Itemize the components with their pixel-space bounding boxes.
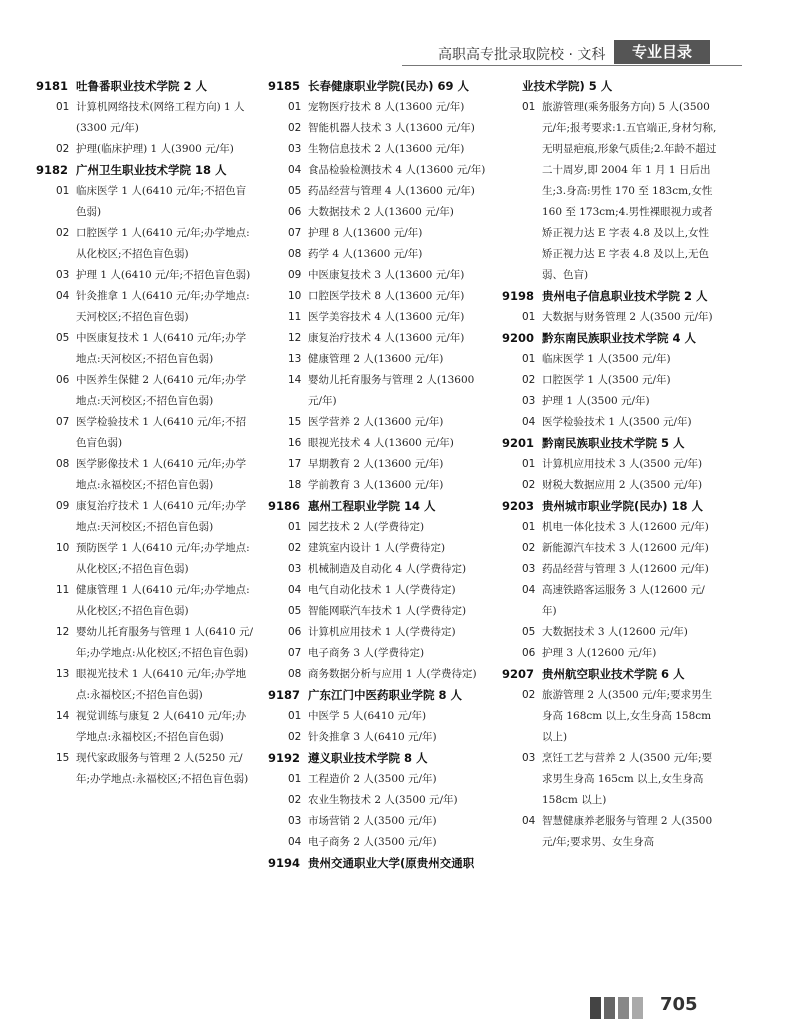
program-text: 健康管理 1 人(6410 元/年;办学地点:从化校区;不招色盲色弱): [76, 584, 250, 617]
institution-name: 贵州电子信息职业技术学院 2 人: [542, 289, 708, 303]
program-item: [502, 475, 726, 496]
institution-name: 广州卫生职业技术学院 18 人: [76, 163, 227, 177]
program-item: [268, 286, 496, 307]
program-item: [36, 454, 264, 496]
program-number: 10: [56, 542, 70, 554]
institution-name: 广东江门中医药职业学院 8 人: [308, 688, 463, 702]
program-item: [502, 748, 726, 811]
program-item: [502, 370, 726, 391]
institution-heading: [36, 160, 264, 181]
footer-bar: [590, 997, 601, 1019]
program-number: 03: [522, 752, 536, 764]
program-text: 医学影像技术 1 人(6410 元/年;办学地点:永福校区;不招色盲色弱): [76, 458, 247, 491]
program-number: 02: [288, 122, 302, 134]
program-number: 13: [56, 668, 70, 680]
program-number: 08: [56, 458, 70, 470]
institution-heading: [502, 76, 726, 97]
program-text: 计算机应用技术 3 人(3500 元/年): [542, 458, 703, 470]
institution-name: 贵州城市职业学院(民办) 18 人: [542, 499, 704, 513]
program-text: 电气自动化技术 1 人(学费待定): [308, 584, 456, 596]
institution-code: 9187: [268, 688, 301, 702]
program-text: 电子商务 2 人(3500 元/年): [308, 836, 437, 848]
program-item: [268, 328, 496, 349]
program-number: 15: [288, 416, 302, 428]
program-item: [36, 706, 264, 748]
program-item: [268, 622, 496, 643]
program-number: 04: [522, 416, 536, 428]
program-item: [268, 517, 496, 538]
program-item: [36, 328, 264, 370]
program-item: [36, 97, 264, 139]
column-2: [268, 76, 496, 874]
institution-name: 惠州工程职业学院 14 人: [308, 499, 436, 513]
program-text: 口腔医学 1 人(3500 元/年): [542, 374, 671, 386]
program-text: 生物信息技术 2 人(13600 元/年): [308, 143, 465, 155]
program-text: 新能源汽车技术 3 人(12600 元/年): [542, 542, 709, 554]
program-number: 02: [288, 542, 302, 554]
institution-heading: [268, 685, 496, 706]
program-item: [502, 97, 726, 286]
footer-bar: [618, 997, 629, 1019]
program-number: 03: [522, 395, 536, 407]
program-number: 14: [56, 710, 70, 722]
program-item: [502, 517, 726, 538]
program-item: [268, 601, 496, 622]
program-item: [502, 685, 726, 748]
program-number: 02: [288, 794, 302, 806]
institution-code: 9198: [502, 289, 535, 303]
program-item: [502, 643, 726, 664]
program-number: 17: [288, 458, 302, 470]
program-item: [268, 727, 496, 748]
program-number: 15: [56, 752, 70, 764]
program-number: 01: [522, 353, 536, 365]
institution-heading: [268, 853, 496, 874]
program-item: [36, 580, 264, 622]
program-text: 药品经营与管理 4 人(13600 元/年): [308, 185, 475, 197]
program-number: 02: [522, 479, 536, 491]
institution-code: 9186: [268, 499, 301, 513]
program-item: [268, 370, 496, 412]
program-number: 06: [56, 374, 70, 386]
program-number: 06: [522, 647, 536, 659]
program-item: [36, 370, 264, 412]
program-text: 婴幼儿托育服务与管理 1 人(6410 元/年;办学地点:从化校区;不招色盲色弱): [76, 626, 254, 659]
program-text: 旅游管理 2 人(3500 元/年;要求男生身高 168cm 以上,女生身高 158cm 以上): [542, 689, 713, 743]
program-number: 05: [288, 605, 302, 617]
institution-name: 业技术学院) 5 人: [522, 79, 613, 93]
program-item: [268, 181, 496, 202]
program-item: [502, 307, 726, 328]
program-text: 中医养生保健 2 人(6410 元/年;办学地点:天河校区;不招色盲色弱): [76, 374, 247, 407]
program-text: 市场营销 2 人(3500 元/年): [308, 815, 437, 827]
footer-bar: [604, 997, 615, 1019]
program-number: 02: [522, 374, 536, 386]
program-item: [268, 202, 496, 223]
program-item: [268, 454, 496, 475]
institution-name: 吐鲁番职业技术学院 2 人: [76, 79, 208, 93]
program-text: 电子商务 3 人(学费待定): [308, 647, 425, 659]
program-number: 01: [288, 101, 302, 113]
program-number: 02: [522, 542, 536, 554]
institution-name: 贵州交通职业大学(原贵州交通职: [308, 856, 475, 870]
program-text: 康复治疗技术 1 人(6410 元/年;办学地点:天河校区;不招色盲色弱): [76, 500, 247, 533]
program-item: [268, 265, 496, 286]
program-number: 01: [522, 101, 536, 113]
program-text: 宠物医疗技术 8 人(13600 元/年): [308, 101, 465, 113]
program-item: [502, 412, 726, 433]
program-number: 03: [288, 563, 302, 575]
program-text: 临床医学 1 人(3500 元/年): [542, 353, 671, 365]
program-number: 01: [288, 521, 302, 533]
program-number: 01: [56, 101, 70, 113]
program-text: 智能网联汽车技术 1 人(学费待定): [308, 605, 467, 617]
program-number: 06: [288, 206, 302, 218]
program-text: 园艺技术 2 人(学费待定): [308, 521, 425, 533]
program-number: 09: [56, 500, 70, 512]
program-item: [36, 286, 264, 328]
program-item: [36, 181, 264, 223]
program-number: 01: [56, 185, 70, 197]
program-number: 01: [522, 458, 536, 470]
program-item: [502, 580, 726, 622]
institution-code: 9182: [36, 163, 69, 177]
program-text: 学前教育 3 人(13600 元/年): [308, 479, 444, 491]
institution-name: 黔南民族职业技术学院 5 人: [542, 436, 685, 450]
institution-heading: [502, 664, 726, 685]
program-item: [502, 622, 726, 643]
program-text: 智能机器人技术 3 人(13600 元/年): [308, 122, 475, 134]
program-text: 商务数据分析与应用 1 人(学费待定): [308, 668, 477, 680]
program-text: 视觉训练与康复 2 人(6410 元/年;办学地点:永福校区;不招色盲色弱): [76, 710, 247, 743]
program-number: 04: [56, 290, 70, 302]
program-item: [268, 118, 496, 139]
program-item: [502, 538, 726, 559]
program-number: 07: [288, 227, 302, 239]
page-number: 705: [660, 994, 698, 1015]
institution-code: 9181: [36, 79, 69, 93]
program-text: 医学检验技术 1 人(6410 元/年;不招色盲色弱): [76, 416, 247, 449]
program-item: [36, 748, 264, 790]
institution-heading: [36, 76, 264, 97]
program-number: 08: [288, 668, 302, 680]
program-number: 05: [56, 332, 70, 344]
program-number: 13: [288, 353, 302, 365]
program-item: [36, 664, 264, 706]
institution-heading: [502, 496, 726, 517]
program-text: 护理 3 人(12600 元/年): [542, 647, 657, 659]
program-item: [268, 643, 496, 664]
program-text: 建筑室内设计 1 人(学费待定): [308, 542, 446, 554]
program-text: 高速铁路客运服务 3 人(12600 元/年): [542, 584, 705, 617]
program-number: 12: [288, 332, 302, 344]
program-item: [36, 223, 264, 265]
program-item: [36, 139, 264, 160]
program-number: 06: [288, 626, 302, 638]
program-text: 机电一体化技术 3 人(12600 元/年): [542, 521, 709, 533]
program-number: 07: [56, 416, 70, 428]
program-text: 护理(临床护理) 1 人(3900 元/年): [76, 143, 234, 155]
program-item: [268, 433, 496, 454]
program-item: [502, 811, 726, 853]
column-3: [502, 76, 726, 853]
header-rule: [402, 65, 742, 66]
institution-code: 9201: [502, 436, 535, 450]
program-text: 口腔医学 1 人(6410 元/年;办学地点:从化校区;不招色盲色弱): [76, 227, 250, 260]
column-1: [36, 76, 264, 790]
program-item: [268, 307, 496, 328]
program-text: 工程造价 2 人(3500 元/年): [308, 773, 437, 785]
program-number: 02: [56, 143, 70, 155]
program-text: 药品经营与管理 3 人(12600 元/年): [542, 563, 709, 575]
program-number: 04: [288, 584, 302, 596]
program-text: 智慧健康养老服务与管理 2 人(3500 元/年;要求男、女生身高: [542, 815, 713, 848]
program-text: 护理 1 人(6410 元/年;不招色盲色弱): [76, 269, 251, 281]
program-text: 农业生物技术 2 人(3500 元/年): [308, 794, 458, 806]
program-number: 05: [522, 626, 536, 638]
program-text: 眼视光技术 4 人(13600 元/年): [308, 437, 454, 449]
program-number: 01: [522, 311, 536, 323]
program-item: [268, 412, 496, 433]
program-number: 09: [288, 269, 302, 281]
program-text: 医学美容技术 4 人(13600 元/年): [308, 311, 465, 323]
institution-name: 长春健康职业学院(民办) 69 人: [308, 79, 470, 93]
program-text: 机械制造及自动化 4 人(学费待定): [308, 563, 467, 575]
program-text: 烹饪工艺与营养 2 人(3500 元/年;要求男生身高 165cm 以上,女生身高 158cm 以上): [542, 752, 713, 806]
program-number: 16: [288, 437, 302, 449]
institution-code: 9185: [268, 79, 301, 93]
program-number: 04: [522, 815, 536, 827]
program-number: 04: [288, 836, 302, 848]
program-item: [268, 832, 496, 853]
program-item: [268, 139, 496, 160]
program-text: 旅游管理(乘务服务方向) 5 人(3500 元/年;报考要求:1.五官端正,身材匀称,无明显疤痕,形象气质佳;2.年龄不超过二十周岁,即 2004 年 1 月 1 日后出生;3.身高:男性 170 至 183cm,女性 160 至 173cm;4.男性裸眼视力或者矫正视力达 E 字表 4.8 及以上,女性矫正视力达 E 字表 4.8 及以上,无色弱、色盲): [542, 101, 717, 281]
program-item: [36, 265, 264, 286]
program-number: 01: [522, 521, 536, 533]
program-item: [268, 790, 496, 811]
program-text: 口腔医学技术 8 人(13600 元/年): [308, 290, 465, 302]
program-item: [268, 811, 496, 832]
program-item: [502, 559, 726, 580]
program-text: 早期教育 2 人(13600 元/年): [308, 458, 444, 470]
program-text: 中医学 5 人(6410 元/年): [308, 710, 427, 722]
program-number: 11: [288, 311, 302, 323]
program-item: [268, 664, 496, 685]
program-item: [502, 454, 726, 475]
institution-code: 9194: [268, 856, 301, 870]
program-item: [268, 580, 496, 601]
program-text: 针灸推拿 1 人(6410 元/年;办学地点:天河校区;不招色盲色弱): [76, 290, 250, 323]
program-number: 12: [56, 626, 70, 638]
institution-heading: [268, 748, 496, 769]
program-number: 02: [522, 689, 536, 701]
program-number: 04: [288, 164, 302, 176]
program-item: [36, 412, 264, 454]
program-number: 07: [288, 647, 302, 659]
program-number: 04: [522, 584, 536, 596]
program-text: 现代家政服务与管理 2 人(5250 元/年;办学地点:永福校区;不招色盲色弱): [76, 752, 249, 785]
program-item: [36, 538, 264, 580]
institution-code: 9200: [502, 331, 535, 345]
program-number: 18: [288, 479, 302, 491]
program-item: [36, 496, 264, 538]
program-item: [268, 349, 496, 370]
footer-decoration: [590, 997, 646, 1019]
program-text: 计算机网络技术(网络工程方向) 1 人(3300 元/年): [76, 101, 245, 134]
program-item: [268, 559, 496, 580]
program-text: 医学检验技术 1 人(3500 元/年): [542, 416, 692, 428]
institution-heading: [268, 496, 496, 517]
program-number: 01: [288, 710, 302, 722]
institution-heading: [268, 76, 496, 97]
program-text: 计算机应用技术 1 人(学费待定): [308, 626, 456, 638]
program-number: 01: [288, 773, 302, 785]
program-number: 11: [56, 584, 70, 596]
program-item: [268, 538, 496, 559]
program-text: 护理 1 人(3500 元/年): [542, 395, 650, 407]
program-item: [268, 244, 496, 265]
program-number: 03: [288, 815, 302, 827]
program-text: 药学 4 人(13600 元/年): [308, 248, 423, 260]
institution-name: 贵州航空职业技术学院 6 人: [542, 667, 685, 681]
program-item: [36, 622, 264, 664]
header-title: 高职高专批录取院校 · 文科: [438, 47, 606, 63]
program-item: [268, 769, 496, 790]
institution-code: 9203: [502, 499, 535, 513]
program-number: 08: [288, 248, 302, 260]
footer-bar: [632, 997, 643, 1019]
institution-heading: [502, 286, 726, 307]
program-item: [268, 706, 496, 727]
program-text: 预防医学 1 人(6410 元/年;办学地点:从化校区;不招色盲色弱): [76, 542, 250, 575]
program-text: 康复治疗技术 4 人(13600 元/年): [308, 332, 465, 344]
program-text: 眼视光技术 1 人(6410 元/年;办学地点:永福校区;不招色盲色弱): [76, 668, 247, 701]
program-number: 03: [56, 269, 70, 281]
program-number: 10: [288, 290, 302, 302]
program-text: 大数据技术 2 人(13600 元/年): [308, 206, 454, 218]
section-label: 专业目录: [614, 40, 710, 64]
program-item: [502, 391, 726, 412]
program-number: 02: [288, 731, 302, 743]
program-text: 中医康复技术 3 人(13600 元/年): [308, 269, 465, 281]
program-number: 02: [56, 227, 70, 239]
program-text: 大数据与财务管理 2 人(3500 元/年): [542, 311, 713, 323]
institution-name: 遵义职业技术学院 8 人: [308, 751, 428, 765]
institution-code: 9192: [268, 751, 301, 765]
program-text: 食品检验检测技术 4 人(13600 元/年): [308, 164, 486, 176]
institution-name: 黔东南民族职业技术学院 4 人: [542, 331, 697, 345]
program-number: 03: [288, 143, 302, 155]
institution-heading: [502, 328, 726, 349]
program-text: 护理 8 人(13600 元/年): [308, 227, 423, 239]
program-text: 医学营养 2 人(13600 元/年): [308, 416, 444, 428]
program-number: 14: [288, 374, 302, 386]
program-number: 03: [522, 563, 536, 575]
program-text: 财税大数据应用 2 人(3500 元/年): [542, 479, 703, 491]
program-text: 针灸推拿 3 人(6410 元/年): [308, 731, 437, 743]
program-text: 中医康复技术 1 人(6410 元/年;办学地点:天河校区;不招色盲色弱): [76, 332, 247, 365]
program-item: [268, 475, 496, 496]
institution-heading: [502, 433, 726, 454]
page-header: [402, 40, 742, 66]
program-item: [268, 160, 496, 181]
program-text: 大数据技术 3 人(12600 元/年): [542, 626, 688, 638]
institution-code: 9207: [502, 667, 535, 681]
program-text: 健康管理 2 人(13600 元/年): [308, 353, 444, 365]
program-text: 临床医学 1 人(6410 元/年;不招色盲色弱): [76, 185, 247, 218]
program-item: [502, 349, 726, 370]
program-number: 05: [288, 185, 302, 197]
program-item: [268, 223, 496, 244]
program-text: 婴幼儿托育服务与管理 2 人(13600 元/年): [308, 374, 475, 407]
program-item: [268, 97, 496, 118]
